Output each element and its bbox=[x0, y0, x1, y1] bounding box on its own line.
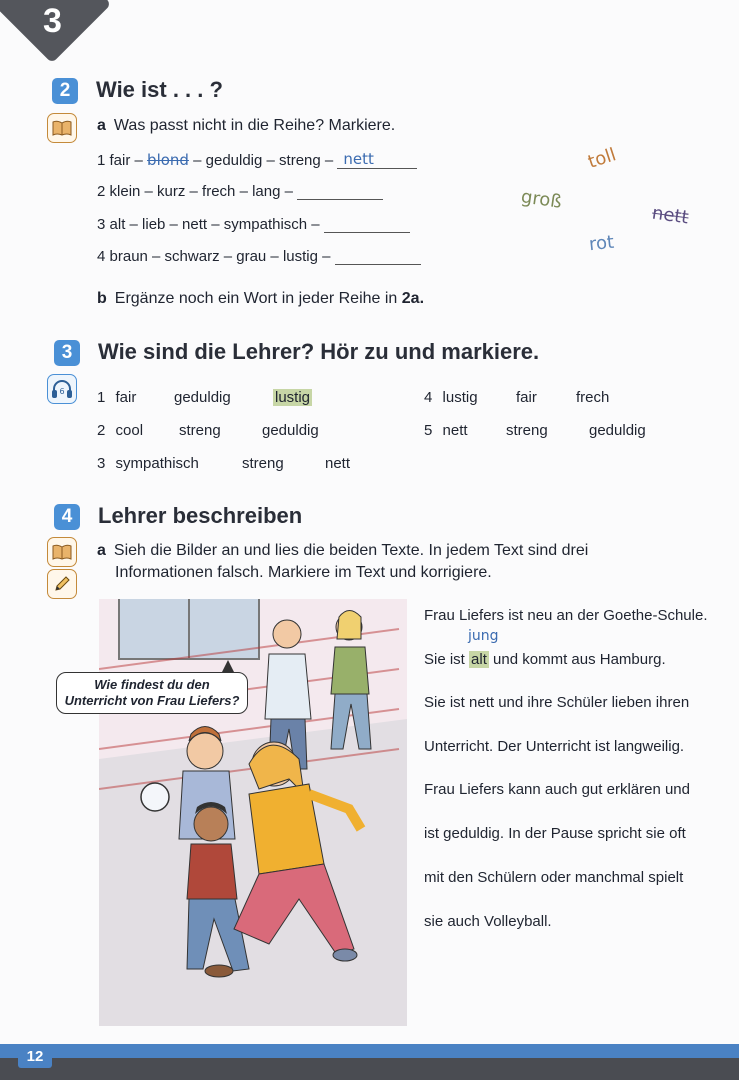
unit-number: 3 bbox=[43, 2, 62, 40]
list-item bbox=[424, 389, 610, 406]
row-words: braun – schwarz – grau – lustig – bbox=[109, 248, 331, 265]
page-number: 12 bbox=[18, 1046, 52, 1068]
exercise-3-title: Wie sind die Lehrer? Hör zu und markiere. bbox=[98, 339, 540, 364]
answer-field[interactable] bbox=[297, 183, 383, 200]
pencil-icon bbox=[47, 569, 77, 599]
handwritten-correction: jung bbox=[468, 628, 499, 644]
struck-word: blond bbox=[147, 151, 189, 169]
list-item bbox=[97, 216, 410, 233]
option-word[interactable]: fair bbox=[516, 389, 537, 406]
answer-field[interactable] bbox=[324, 216, 410, 233]
row-words: alt – lieb – nett – sympathisch – bbox=[109, 216, 320, 233]
row-number: 4 bbox=[97, 248, 106, 265]
option-word[interactable]: geduldig bbox=[262, 422, 319, 439]
option-word[interactable]: lustig bbox=[442, 389, 478, 406]
word-gross: groß bbox=[519, 186, 564, 213]
row-words: klein – kurz – frech – lang – bbox=[109, 183, 293, 200]
marked-word[interactable]: alt bbox=[471, 651, 487, 668]
exercise-2a-instruction bbox=[97, 117, 395, 135]
speech-bubble: Wie findest du den Unterricht von Frau Liefers? bbox=[56, 672, 248, 714]
word-nett: nett bbox=[650, 202, 690, 229]
option-word[interactable]: streng bbox=[179, 422, 221, 439]
speech-bubble-tail bbox=[222, 660, 234, 672]
list-item bbox=[97, 248, 421, 265]
list-item bbox=[424, 422, 646, 439]
task-text-line1: Sieh die Bilder an und lies die beiden Texte. In jedem Text sind drei bbox=[113, 542, 589, 559]
option-word[interactable]: streng bbox=[242, 455, 284, 472]
word-rot: rot bbox=[587, 231, 616, 256]
text-line: mit den Schülern oder manchmal spielt bbox=[424, 869, 684, 886]
item-number: 4 bbox=[424, 389, 433, 406]
row-number: 2 bbox=[97, 183, 106, 200]
exercise-2b-instruction bbox=[97, 290, 424, 308]
task-text: Was passt nicht in die Reihe? Markiere. bbox=[113, 117, 396, 134]
item-number: 5 bbox=[424, 422, 433, 439]
list-item bbox=[97, 389, 311, 406]
option-word-marked[interactable]: lustig bbox=[275, 389, 311, 406]
classroom-illustration bbox=[99, 599, 407, 1026]
option-word[interactable]: nett bbox=[325, 455, 351, 472]
option-word[interactable]: geduldig bbox=[589, 422, 646, 439]
option-word[interactable]: fair bbox=[115, 389, 137, 406]
item-number: 2 bbox=[97, 422, 106, 439]
list-item bbox=[97, 455, 351, 472]
row-number: 3 bbox=[97, 216, 106, 233]
option-word[interactable]: cool bbox=[115, 422, 144, 439]
list-item bbox=[97, 183, 383, 200]
item-number: 3 bbox=[97, 455, 106, 472]
text-line: Frau Liefers kann auch gut erklären und bbox=[424, 781, 690, 798]
exercise-4-title: Lehrer beschreiben bbox=[98, 503, 303, 528]
exercise-3-number: 3 bbox=[54, 340, 80, 366]
text-segment: Sie ist bbox=[424, 651, 465, 668]
book-icon bbox=[47, 113, 77, 143]
task-text-line2: Informationen falsch. Markiere im Text und korrigiere. bbox=[115, 564, 492, 581]
text-line: Frau Liefers ist neu an der Goethe-Schule. bbox=[424, 607, 708, 624]
item-number: 1 bbox=[97, 389, 106, 406]
exercise-4-number: 4 bbox=[54, 504, 80, 530]
option-word[interactable]: streng bbox=[506, 422, 548, 439]
task-reference: 2a. bbox=[401, 290, 425, 307]
text-line: Sie ist nett und ihre Schüler lieben ihren bbox=[424, 694, 690, 711]
option-word[interactable]: sympathisch bbox=[115, 455, 199, 472]
answer-field[interactable] bbox=[335, 248, 421, 265]
text-line: ist geduldig. In der Pause spricht sie oft bbox=[424, 825, 686, 842]
task-letter: b bbox=[97, 290, 107, 307]
list-item bbox=[97, 150, 417, 169]
footer-strip bbox=[0, 1058, 739, 1080]
text-line bbox=[424, 651, 666, 668]
task-text: Ergänze noch ein Wort in jeder Reihe in bbox=[114, 290, 398, 307]
task-letter: a bbox=[97, 117, 106, 134]
option-word[interactable]: frech bbox=[576, 389, 610, 406]
row-words: fair – bbox=[109, 152, 143, 169]
exercise-2-number: 2 bbox=[52, 78, 78, 104]
task-letter: a bbox=[97, 542, 106, 559]
footer-bar bbox=[0, 1044, 739, 1058]
book-icon bbox=[47, 537, 77, 567]
exercise-2-title: Wie ist . . . ? bbox=[96, 77, 223, 102]
exercise-4a-instruction bbox=[97, 540, 588, 584]
text-line: sie auch Volleyball. bbox=[424, 913, 552, 930]
option-word[interactable]: geduldig bbox=[174, 389, 231, 406]
headphones-icon[interactable] bbox=[47, 374, 77, 404]
text-line: Unterricht. Der Unterricht ist langweilig. bbox=[424, 738, 685, 755]
list-item bbox=[97, 422, 319, 439]
text-segment: und kommt aus Hamburg. bbox=[493, 651, 666, 668]
option-word[interactable]: nett bbox=[442, 422, 468, 439]
row-number: 1 bbox=[97, 152, 106, 169]
row-words-rest: – geduldig – streng – bbox=[193, 152, 334, 169]
word-toll: toll bbox=[585, 144, 619, 173]
answer-text: nett bbox=[343, 150, 374, 168]
audio-track-number: 6 bbox=[59, 387, 65, 396]
answer-field[interactable] bbox=[337, 150, 417, 169]
